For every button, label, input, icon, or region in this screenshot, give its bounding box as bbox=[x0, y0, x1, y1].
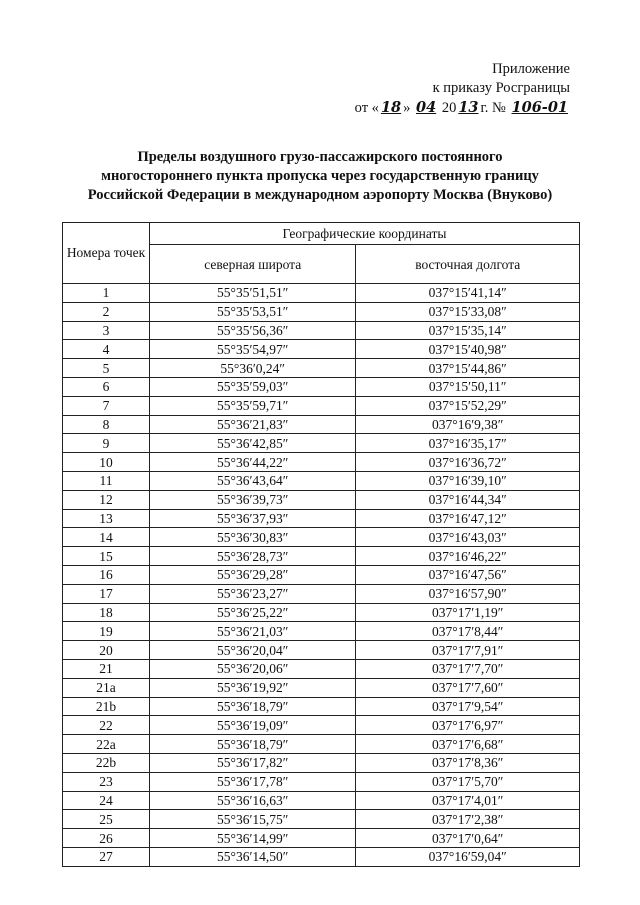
table-row bbox=[63, 659, 580, 678]
longitude-cell: 037°16′46,22″ bbox=[356, 547, 580, 566]
date-day-close: » bbox=[403, 100, 411, 116]
longitude-cell: 037°15′44,86″ bbox=[356, 359, 580, 378]
coordinates-table bbox=[62, 222, 580, 867]
longitude-cell: 037°17′4,01″ bbox=[356, 791, 580, 810]
point-number-cell: 18 bbox=[63, 603, 150, 622]
longitude-cell: 037°17′0,64″ bbox=[356, 829, 580, 848]
latitude-cell: 55°36′42,85″ bbox=[150, 434, 356, 453]
table-row bbox=[63, 490, 580, 509]
point-number-cell: 21 bbox=[63, 659, 150, 678]
latitude-cell: 55°36′0,24″ bbox=[150, 359, 356, 378]
longitude-cell: 037°15′41,14″ bbox=[356, 284, 580, 303]
longitude-cell: 037°17′5,70″ bbox=[356, 772, 580, 791]
point-number-cell: 10 bbox=[63, 453, 150, 472]
table-row bbox=[63, 321, 580, 340]
table-row bbox=[63, 453, 580, 472]
latitude-cell: 55°35′56,36″ bbox=[150, 321, 356, 340]
point-number-cell: 24 bbox=[63, 791, 150, 810]
longitude-cell: 037°17′6,97″ bbox=[356, 716, 580, 735]
table-row bbox=[63, 528, 580, 547]
longitude-cell: 037°17′9,54″ bbox=[356, 697, 580, 716]
latitude-cell: 55°36′21,83″ bbox=[150, 415, 356, 434]
longitude-cell: 037°15′52,29″ bbox=[356, 396, 580, 415]
longitude-cell: 037°16′57,90″ bbox=[356, 584, 580, 603]
longitude-cell: 037°16′35,17″ bbox=[356, 434, 580, 453]
longitude-cell: 037°17′2,38″ bbox=[356, 810, 580, 829]
table-row bbox=[63, 753, 580, 772]
latitude-cell: 55°35′59,71″ bbox=[150, 396, 356, 415]
point-number-cell: 8 bbox=[63, 415, 150, 434]
latitude-cell: 55°36′28,73″ bbox=[150, 547, 356, 566]
longitude-cell: 037°16′44,34″ bbox=[356, 490, 580, 509]
table-row bbox=[63, 547, 580, 566]
table-row bbox=[63, 810, 580, 829]
table-row bbox=[63, 829, 580, 848]
longitude-cell: 037°17′8,44″ bbox=[356, 622, 580, 641]
handwritten-month: 04 bbox=[416, 99, 437, 116]
table-row bbox=[63, 622, 580, 641]
latitude-cell: 55°36′18,79″ bbox=[150, 697, 356, 716]
point-number-cell: 23 bbox=[63, 772, 150, 791]
handwritten-day: 18 bbox=[380, 99, 402, 116]
longitude-cell: 037°15′33,08″ bbox=[356, 302, 580, 321]
longitude-cell: 037°16′47,12″ bbox=[356, 509, 580, 528]
table-row bbox=[63, 584, 580, 603]
latitude-cell: 55°36′25,22″ bbox=[150, 603, 356, 622]
longitude-cell: 037°16′9,38″ bbox=[356, 415, 580, 434]
appendix-block bbox=[355, 60, 570, 118]
point-number-cell: 26 bbox=[63, 829, 150, 848]
year-suffix: г. № bbox=[480, 100, 506, 116]
header-north-latitude: северная широта bbox=[150, 245, 356, 284]
table-row bbox=[63, 284, 580, 303]
table-row bbox=[63, 302, 580, 321]
header-point-numbers: Номера точек bbox=[63, 223, 150, 284]
point-number-cell: 15 bbox=[63, 547, 150, 566]
handwritten-year: 13 bbox=[458, 99, 479, 116]
point-number-cell: 13 bbox=[63, 509, 150, 528]
table-row bbox=[63, 641, 580, 660]
appendix-date-line bbox=[355, 98, 570, 118]
latitude-cell: 55°36′20,06″ bbox=[150, 659, 356, 678]
latitude-cell: 55°36′14,99″ bbox=[150, 829, 356, 848]
point-number-cell: 7 bbox=[63, 396, 150, 415]
longitude-cell: 037°15′50,11″ bbox=[356, 377, 580, 396]
table-row bbox=[63, 377, 580, 396]
table-row bbox=[63, 415, 580, 434]
longitude-cell: 037°17′7,60″ bbox=[356, 678, 580, 697]
point-number-cell: 22a bbox=[63, 735, 150, 754]
point-number-cell: 11 bbox=[63, 471, 150, 490]
document-title bbox=[50, 148, 590, 205]
longitude-cell: 037°17′7,70″ bbox=[356, 659, 580, 678]
longitude-cell: 037°17′1,19″ bbox=[356, 603, 580, 622]
latitude-cell: 55°36′30,83″ bbox=[150, 528, 356, 547]
point-number-cell: 27 bbox=[63, 847, 150, 866]
table-row bbox=[63, 847, 580, 866]
point-number-cell: 6 bbox=[63, 377, 150, 396]
table-row bbox=[63, 791, 580, 810]
latitude-cell: 55°36′17,82″ bbox=[150, 753, 356, 772]
latitude-cell: 55°36′29,28″ bbox=[150, 565, 356, 584]
header-geo-coordinates: Географические координаты bbox=[150, 223, 580, 245]
point-number-cell: 17 bbox=[63, 584, 150, 603]
table-row bbox=[63, 772, 580, 791]
latitude-cell: 55°36′18,79″ bbox=[150, 735, 356, 754]
date-prefix: от « bbox=[354, 100, 379, 116]
table-row bbox=[63, 396, 580, 415]
longitude-cell: 037°16′36,72″ bbox=[356, 453, 580, 472]
point-number-cell: 25 bbox=[63, 810, 150, 829]
title-line-2: многостороннего пункта пропуска через государственную границу bbox=[101, 168, 539, 184]
appendix-heading: Приложение bbox=[492, 61, 570, 77]
longitude-cell: 037°17′7,91″ bbox=[356, 641, 580, 660]
point-number-cell: 21a bbox=[63, 678, 150, 697]
latitude-cell: 55°36′37,93″ bbox=[150, 509, 356, 528]
point-number-cell: 4 bbox=[63, 340, 150, 359]
table-row bbox=[63, 434, 580, 453]
table-row bbox=[63, 735, 580, 754]
longitude-cell: 037°15′35,14″ bbox=[356, 321, 580, 340]
point-number-cell: 22 bbox=[63, 716, 150, 735]
latitude-cell: 55°35′53,51″ bbox=[150, 302, 356, 321]
latitude-cell: 55°36′14,50″ bbox=[150, 847, 356, 866]
table-row bbox=[63, 509, 580, 528]
table-body bbox=[63, 284, 580, 867]
point-number-cell: 9 bbox=[63, 434, 150, 453]
point-number-cell: 1 bbox=[63, 284, 150, 303]
latitude-cell: 55°35′59,03″ bbox=[150, 377, 356, 396]
latitude-cell: 55°35′51,51″ bbox=[150, 284, 356, 303]
table-row bbox=[63, 565, 580, 584]
latitude-cell: 55°35′54,97″ bbox=[150, 340, 356, 359]
longitude-cell: 037°16′47,56″ bbox=[356, 565, 580, 584]
table-row bbox=[63, 716, 580, 735]
table-row bbox=[63, 678, 580, 697]
longitude-cell: 037°17′6,68″ bbox=[356, 735, 580, 754]
latitude-cell: 55°36′44,22″ bbox=[150, 453, 356, 472]
table-row bbox=[63, 471, 580, 490]
point-number-cell: 12 bbox=[63, 490, 150, 509]
title-line-1: Пределы воздушного грузо-пассажирского постоянного bbox=[137, 149, 503, 165]
latitude-cell: 55°36′15,75″ bbox=[150, 810, 356, 829]
longitude-cell: 037°16′43,03″ bbox=[356, 528, 580, 547]
latitude-cell: 55°36′19,92″ bbox=[150, 678, 356, 697]
longitude-cell: 037°15′40,98″ bbox=[356, 340, 580, 359]
longitude-cell: 037°16′59,04″ bbox=[356, 847, 580, 866]
longitude-cell: 037°16′39,10″ bbox=[356, 471, 580, 490]
point-number-cell: 5 bbox=[63, 359, 150, 378]
table-row bbox=[63, 359, 580, 378]
point-number-cell: 2 bbox=[63, 302, 150, 321]
latitude-cell: 55°36′43,64″ bbox=[150, 471, 356, 490]
year-prefix: 20 bbox=[441, 100, 457, 116]
point-number-cell: 22b bbox=[63, 753, 150, 772]
latitude-cell: 55°36′20,04″ bbox=[150, 641, 356, 660]
latitude-cell: 55°36′19,09″ bbox=[150, 716, 356, 735]
point-number-cell: 14 bbox=[63, 528, 150, 547]
table-row bbox=[63, 697, 580, 716]
point-number-cell: 20 bbox=[63, 641, 150, 660]
longitude-cell: 037°17′8,36″ bbox=[356, 753, 580, 772]
appendix-order-ref: к приказу Росграницы bbox=[432, 80, 570, 96]
header-east-longitude: восточная долгота bbox=[356, 245, 580, 284]
point-number-cell: 16 bbox=[63, 565, 150, 584]
point-number-cell: 3 bbox=[63, 321, 150, 340]
title-line-3: Российской Федерации в международном аэропорту Москва (Внуково) bbox=[87, 187, 553, 203]
latitude-cell: 55°36′39,73″ bbox=[150, 490, 356, 509]
latitude-cell: 55°36′17,78″ bbox=[150, 772, 356, 791]
handwritten-order-number: 106-01 bbox=[511, 99, 568, 116]
table-row bbox=[63, 340, 580, 359]
latitude-cell: 55°36′16,63″ bbox=[150, 791, 356, 810]
latitude-cell: 55°36′21,03″ bbox=[150, 622, 356, 641]
latitude-cell: 55°36′23,27″ bbox=[150, 584, 356, 603]
point-number-cell: 21b bbox=[63, 697, 150, 716]
table-row bbox=[63, 603, 580, 622]
point-number-cell: 19 bbox=[63, 622, 150, 641]
